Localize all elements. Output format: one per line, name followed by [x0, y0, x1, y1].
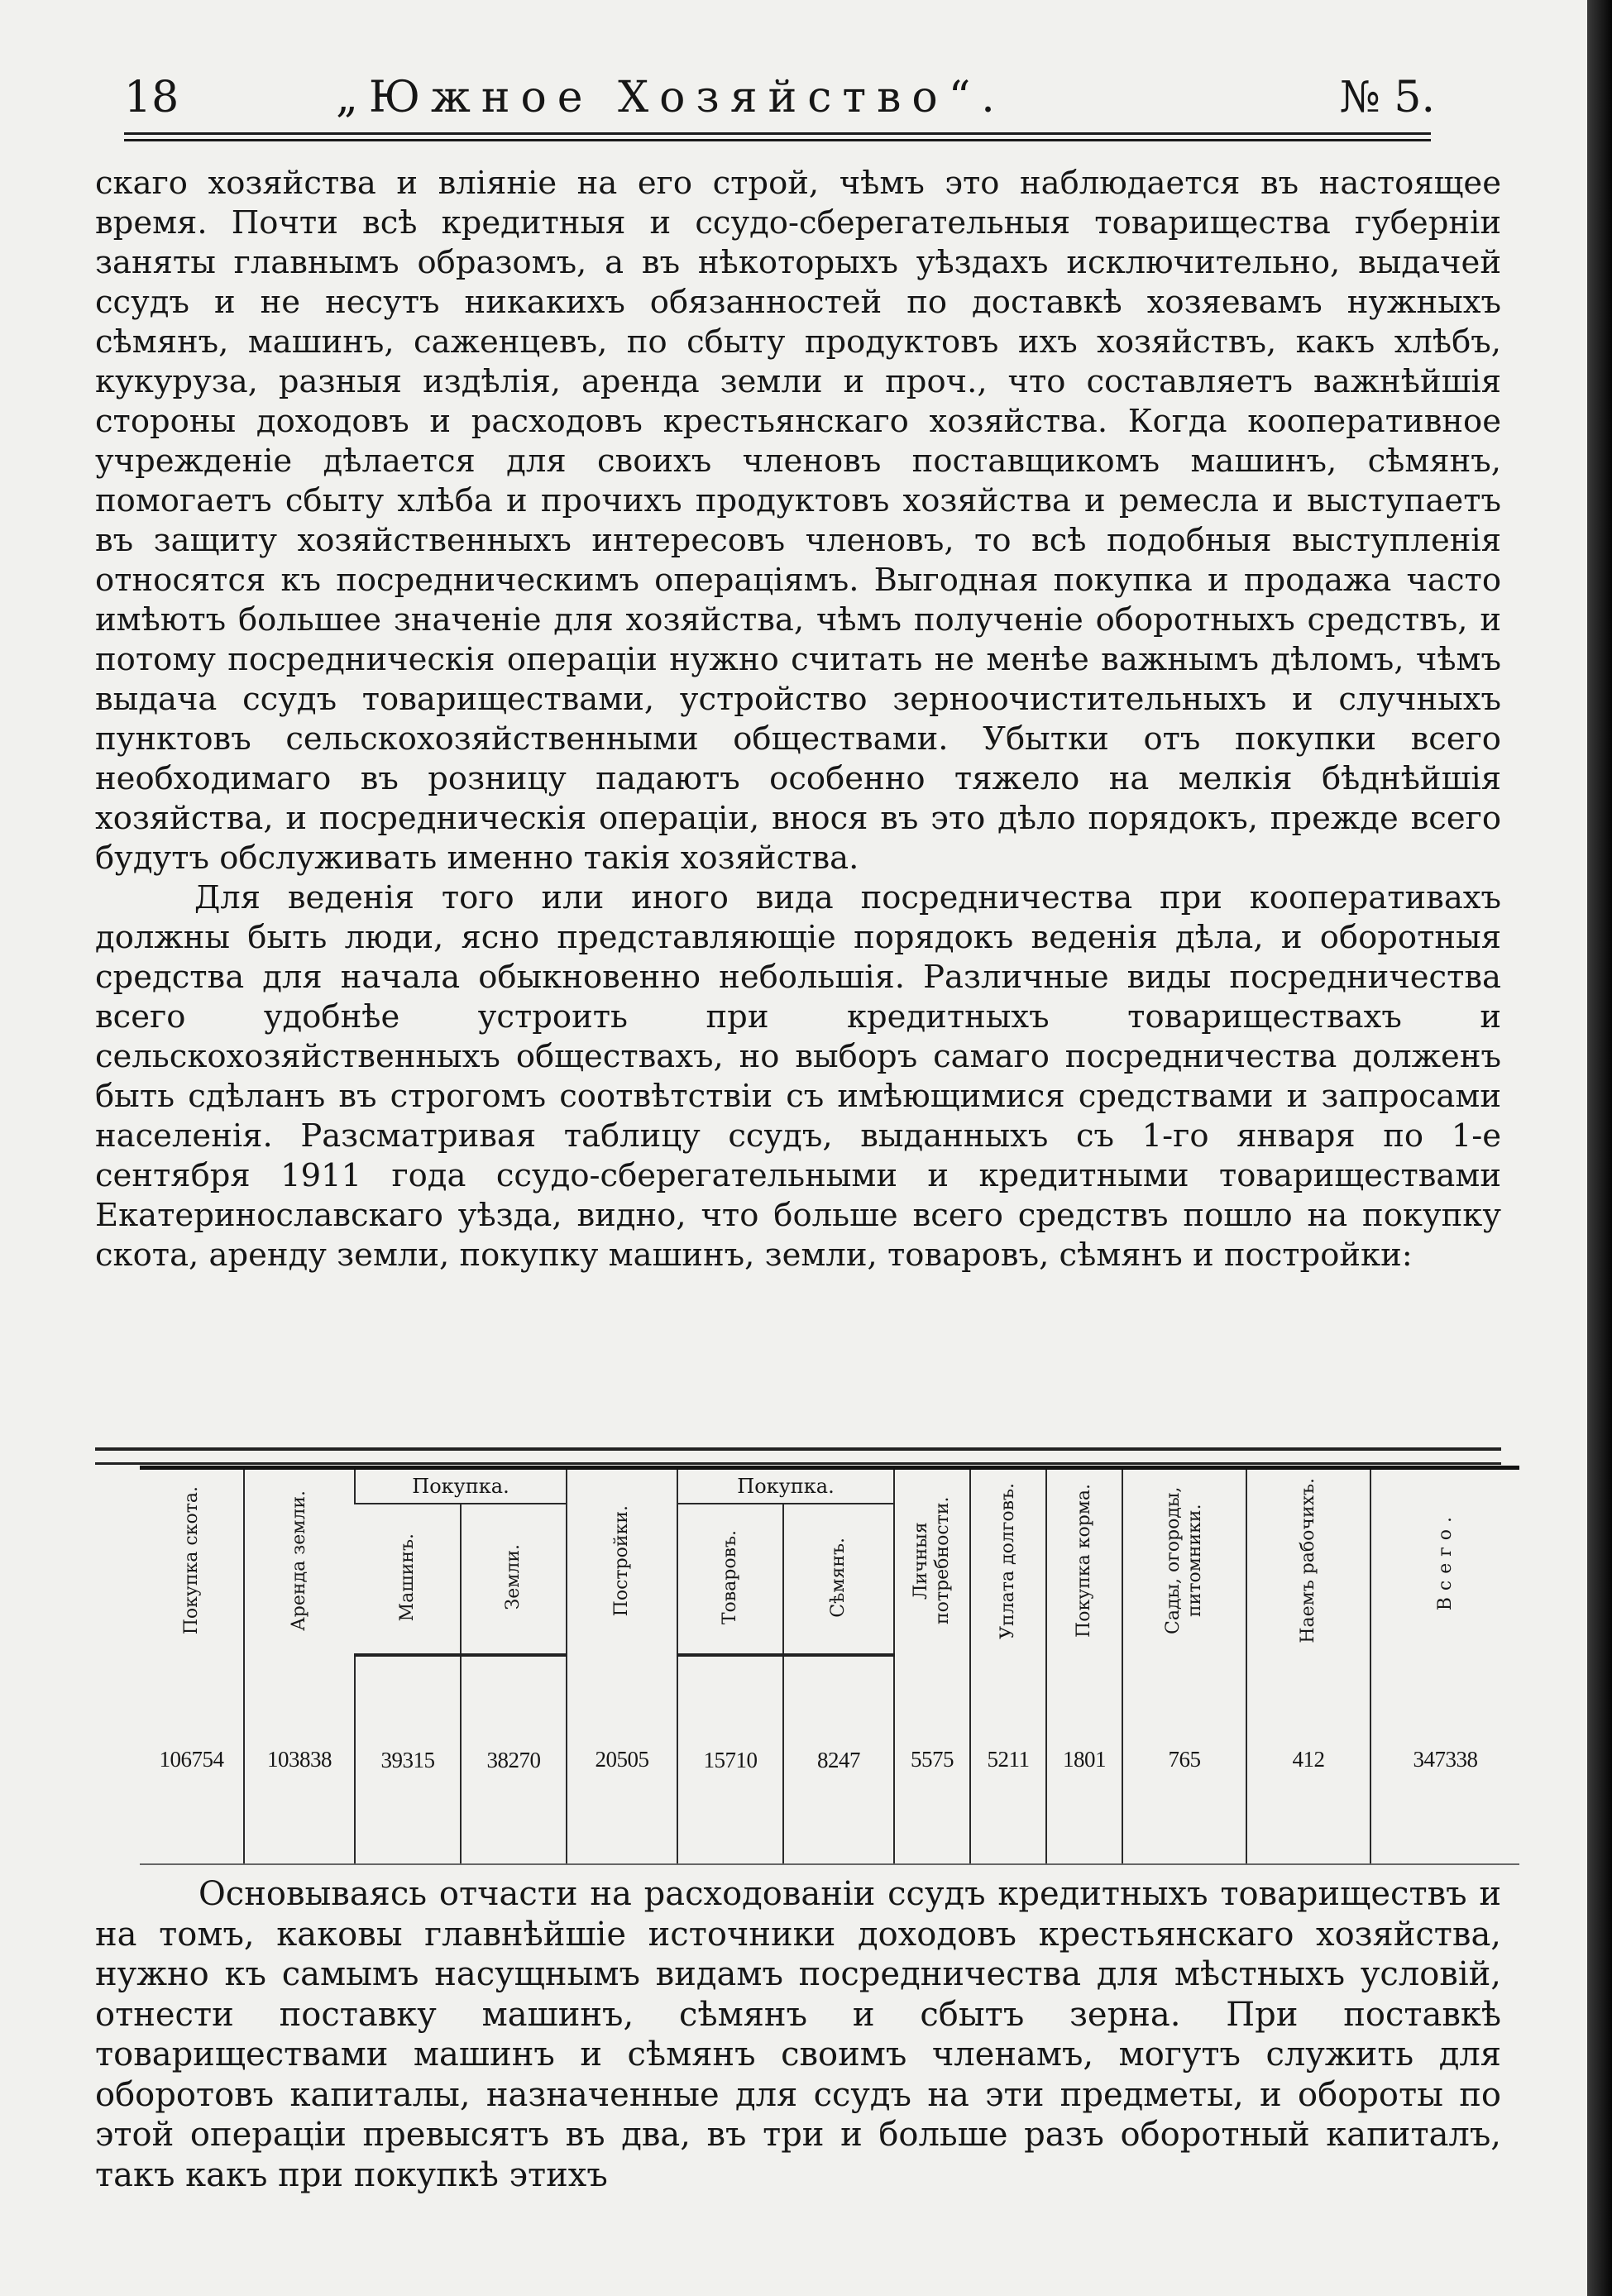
- column-header: Сады, огороды, питомники.: [1122, 1468, 1246, 1656]
- column-header: Наемъ рабочихъ.: [1246, 1468, 1370, 1656]
- body-text-bottom: [95, 1874, 1501, 2195]
- column-header: Машинъ.: [355, 1504, 461, 1655]
- table-top-rule: [95, 1447, 1501, 1465]
- table-cell: 20505: [567, 1655, 677, 1864]
- group-header-purchase: Покупка.: [677, 1468, 894, 1504]
- column-header: Аренда земли.: [244, 1468, 355, 1656]
- page-number: 18: [124, 73, 179, 122]
- paragraph: скаго хозяйства и вліяніе на его строй, чѣмъ это наблюдается въ настоящее время. Почти всѣ кредитныя и ссудо-сберегательныя товарищества губерніи заняты главнымъ образомъ, а въ нѣкоторыхъ уѣздахъ исключительно, выдачей ссудъ и не несутъ никакихъ обязанностей по доставкѣ хозяевамъ нужныхъ сѣмянъ, машинъ, саженцевъ, по сбыту продуктовъ ихъ хозяйствъ, какъ хлѣбъ, кукуруза, разныя издѣлія, аренда земли и проч., что составляетъ важнѣйшія стороны доходовъ и расходовъ крестьянскаго хозяйства. Когда кооперативное учрежденіе дѣлается для своихъ членовъ поставщикомъ машинъ, сѣмянъ, помогаетъ сбыту хлѣба и прочихъ продуктовъ хозяйства и ремесла и выступаетъ въ защиту хозяйственныхъ интересовъ членовъ, то всѣ подобныя выступленія относятся къ посредническимъ операціямъ. Выгодная покупка и продажа часто имѣютъ большее значеніе для хозяйства, чѣмъ полученіе оборотныхъ средствъ, и потому посредническія операціи нужно считать не менѣе важнымъ дѣломъ, чѣмъ выдача ссудъ товариществами, устройство зерноочистительныхъ и случныхъ пунктовъ сельскохозяйственными обществами. Убытки отъ покупки всего необходимаго въ розницу падаютъ особенно тяжело на мелкія бѣднѣйшія хозяйства, и посредническія операціи, внося въ это дѣло порядокъ, прежде всего будутъ обслуживать именно такія хозяйства.: [95, 165, 1501, 877]
- column-header: Покупка корма.: [1046, 1468, 1122, 1656]
- column-header: Личныя потребности.: [894, 1468, 970, 1656]
- table-cell: 5575: [894, 1655, 970, 1864]
- header-rule-top: [124, 132, 1431, 135]
- group-header-purchase: Покупка.: [355, 1468, 567, 1504]
- issue-number: № 5.: [1339, 73, 1435, 122]
- paragraph: Для веденія того или иного вида посредничества при кооперативахъ должны быть люди, ясно представляющіе порядокъ веденія дѣла, и оборотныя средства для начала обыкновенно небольшія. Различные виды посредничества всего удобнѣе устроить при кредитныхъ товариществахъ и сельскохозяйственныхъ обществахъ, но выборъ самаго посредничества долженъ быть сдѣланъ въ строгомъ соотвѣтствіи съ имѣющимися средствами и запросами населенія. Разсматривая таблицу ссудъ, выданныхъ съ 1-го января по 1-е сентября 1911 года ссудо-сберегательными и кредитными товариществами Екатеринославскаго уѣзда, видно, что больше всего средствъ пошло на покупку скота, аренду земли, покупку машинъ, земли, товаровъ, сѣмянъ и постройки:: [95, 879, 1501, 1274]
- column-header: Земли.: [461, 1504, 567, 1655]
- column-header: Всего.: [1370, 1468, 1519, 1656]
- book-spine-shadow: [1587, 0, 1612, 2296]
- page-header: [124, 68, 1435, 127]
- table-cell: 347338: [1370, 1655, 1519, 1864]
- table-cell: 103838: [244, 1655, 355, 1864]
- column-header: Покупка скота.: [140, 1468, 244, 1656]
- column-header: Товаровъ.: [677, 1504, 783, 1655]
- table-cell: 765: [1122, 1655, 1246, 1864]
- column-header: Постройки.: [567, 1468, 677, 1656]
- table-cell: 5211: [970, 1655, 1046, 1864]
- table-cell: 38270: [461, 1655, 567, 1864]
- table-cell: 39315: [355, 1655, 461, 1864]
- table-cell: 1801: [1046, 1655, 1122, 1864]
- table-row: [140, 1655, 1519, 1864]
- column-header: Сѣмянъ.: [783, 1504, 894, 1655]
- body-text-top: [95, 164, 1501, 1275]
- table-cell: 8247: [783, 1655, 894, 1864]
- table-cell: 106754: [140, 1655, 244, 1864]
- table-cell: 15710: [677, 1655, 783, 1864]
- header-rule-bottom: [124, 139, 1431, 141]
- loans-table-grid: [140, 1466, 1519, 1865]
- paragraph: Основываясь отчасти на расходованіи ссудъ кредитныхъ товариществъ и на томъ, каковы главнѣйшіе источники доходовъ крестьянскаго хозяйства, нужно къ самымъ насущнымъ видамъ посредничества для мѣстныхъ условій, отнести поставку машинъ, сѣмянъ и сбытъ зерна. При поставкѣ товариществами машинъ и сѣмянъ своимъ членамъ, могутъ служить для оборотовъ капиталы, назначенные для ссудъ на эти предметы, и обороты по этой операціи превысятъ въ два, въ три и больше разъ оборотный капиталъ, такъ какъ при покупкѣ этихъ: [95, 1875, 1501, 2194]
- loans-table: [95, 1447, 1501, 1828]
- journal-title: „Южное Хозяйство“.: [336, 73, 1006, 122]
- table-cell: 412: [1246, 1655, 1370, 1864]
- column-header: Уплата долговъ.: [970, 1468, 1046, 1656]
